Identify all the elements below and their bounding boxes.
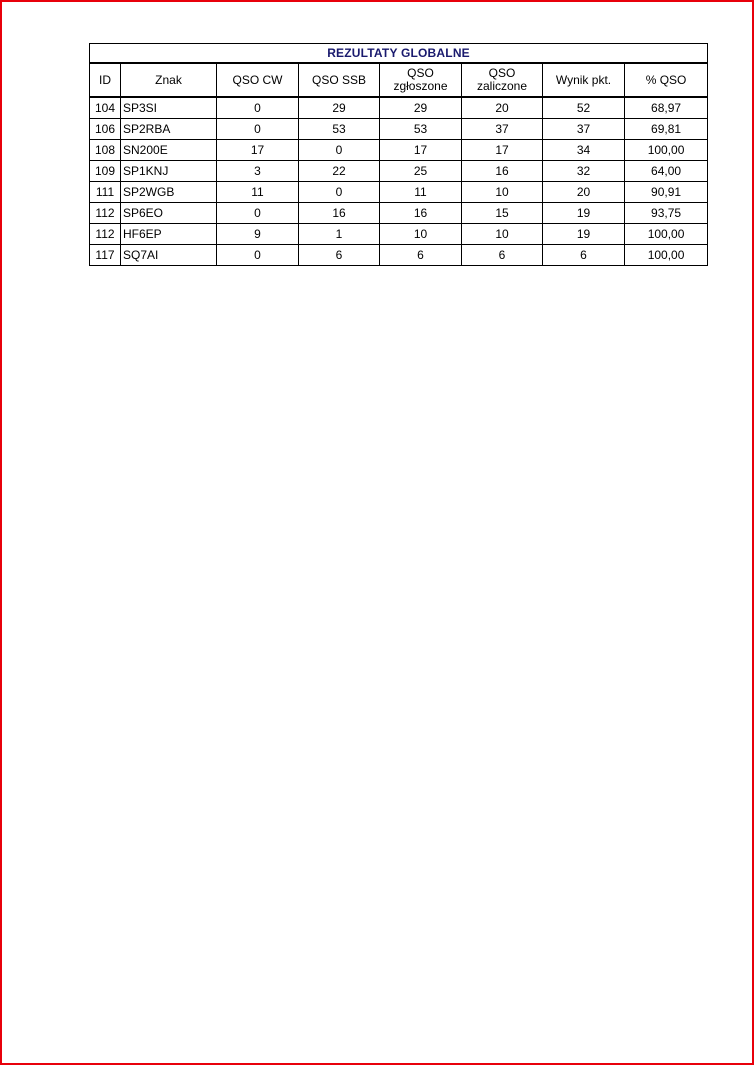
title-row (90, 44, 708, 64)
cell-znak: SP2RBA (121, 119, 217, 140)
cell-znak: SP6EO (121, 203, 217, 224)
cell-qso-ssb: 6 (299, 245, 380, 266)
cell-id: 117 (90, 245, 121, 266)
cell-qso-cw: 0 (217, 97, 299, 119)
cell-qso-zaliczone: 6 (462, 245, 543, 266)
cell-qso-zaliczone: 17 (462, 140, 543, 161)
cell-qso-zaliczone: 10 (462, 224, 543, 245)
cell-qso-zgloszone: 53 (380, 119, 462, 140)
cell-qso-zgloszone: 16 (380, 203, 462, 224)
cell-id: 109 (90, 161, 121, 182)
cell-wynik: 19 (543, 224, 625, 245)
cell-qso-zgloszone: 10 (380, 224, 462, 245)
table-row (90, 224, 708, 245)
cell-qso-zgloszone: 6 (380, 245, 462, 266)
header-qso-zaliczone-line1: QSO (488, 66, 516, 80)
cell-qso-ssb: 53 (299, 119, 380, 140)
cell-qso-zgloszone: 25 (380, 161, 462, 182)
table-row (90, 182, 708, 203)
cell-qso-cw: 0 (217, 245, 299, 266)
cell-qso-ssb: 29 (299, 97, 380, 119)
cell-wynik: 6 (543, 245, 625, 266)
cell-wynik: 19 (543, 203, 625, 224)
cell-procent: 100,00 (625, 245, 708, 266)
header-row (90, 63, 708, 97)
cell-qso-zgloszone: 17 (380, 140, 462, 161)
header-id: ID (90, 63, 121, 97)
header-qso-zgloszone-line1: QSO (407, 66, 434, 80)
cell-qso-ssb: 0 (299, 140, 380, 161)
cell-wynik: 34 (543, 140, 625, 161)
cell-qso-cw: 9 (217, 224, 299, 245)
cell-procent: 93,75 (625, 203, 708, 224)
cell-id: 112 (90, 203, 121, 224)
cell-qso-zaliczone: 20 (462, 97, 543, 119)
cell-qso-cw: 0 (217, 203, 299, 224)
cell-znak: SP1KNJ (121, 161, 217, 182)
cell-procent: 69,81 (625, 119, 708, 140)
header-qso-zaliczone-line2: zaliczone (476, 79, 528, 93)
header-procent: % QSO (625, 63, 708, 97)
cell-qso-ssb: 22 (299, 161, 380, 182)
header-qso-zgloszone (380, 63, 462, 97)
header-qso-zaliczone (462, 63, 543, 97)
cell-procent: 64,00 (625, 161, 708, 182)
cell-qso-ssb: 16 (299, 203, 380, 224)
results-table (89, 43, 708, 266)
header-qso-zgloszone-line2: zgłoszone (393, 79, 448, 93)
cell-qso-cw: 3 (217, 161, 299, 182)
cell-qso-cw: 11 (217, 182, 299, 203)
table-row (90, 140, 708, 161)
cell-qso-zaliczone: 16 (462, 161, 543, 182)
cell-qso-cw: 17 (217, 140, 299, 161)
table-row (90, 161, 708, 182)
table-row (90, 203, 708, 224)
cell-qso-cw: 0 (217, 119, 299, 140)
cell-wynik: 52 (543, 97, 625, 119)
cell-znak: SP2WGB (121, 182, 217, 203)
header-wynik: Wynik pkt. (543, 63, 625, 97)
header-qso-ssb: QSO SSB (299, 63, 380, 97)
cell-qso-zgloszone: 29 (380, 97, 462, 119)
cell-id: 112 (90, 224, 121, 245)
cell-znak: HF6EP (121, 224, 217, 245)
cell-id: 108 (90, 140, 121, 161)
cell-procent: 90,91 (625, 182, 708, 203)
table-row (90, 97, 708, 119)
cell-qso-ssb: 1 (299, 224, 380, 245)
header-znak: Znak (121, 63, 217, 97)
cell-wynik: 32 (543, 161, 625, 182)
cell-znak: SP3SI (121, 97, 217, 119)
cell-id: 104 (90, 97, 121, 119)
table-title: REZULTATY GLOBALNE (90, 44, 708, 64)
cell-wynik: 20 (543, 182, 625, 203)
cell-procent: 100,00 (625, 224, 708, 245)
table-row (90, 119, 708, 140)
cell-id: 111 (90, 182, 121, 203)
cell-qso-zaliczone: 15 (462, 203, 543, 224)
table-row (90, 245, 708, 266)
cell-procent: 68,97 (625, 97, 708, 119)
header-qso-cw: QSO CW (217, 63, 299, 97)
cell-procent: 100,00 (625, 140, 708, 161)
cell-znak: SN200E (121, 140, 217, 161)
cell-qso-ssb: 0 (299, 182, 380, 203)
cell-qso-zaliczone: 37 (462, 119, 543, 140)
cell-wynik: 37 (543, 119, 625, 140)
cell-znak: SQ7AI (121, 245, 217, 266)
cell-qso-zaliczone: 10 (462, 182, 543, 203)
cell-id: 106 (90, 119, 121, 140)
cell-qso-zgloszone: 11 (380, 182, 462, 203)
